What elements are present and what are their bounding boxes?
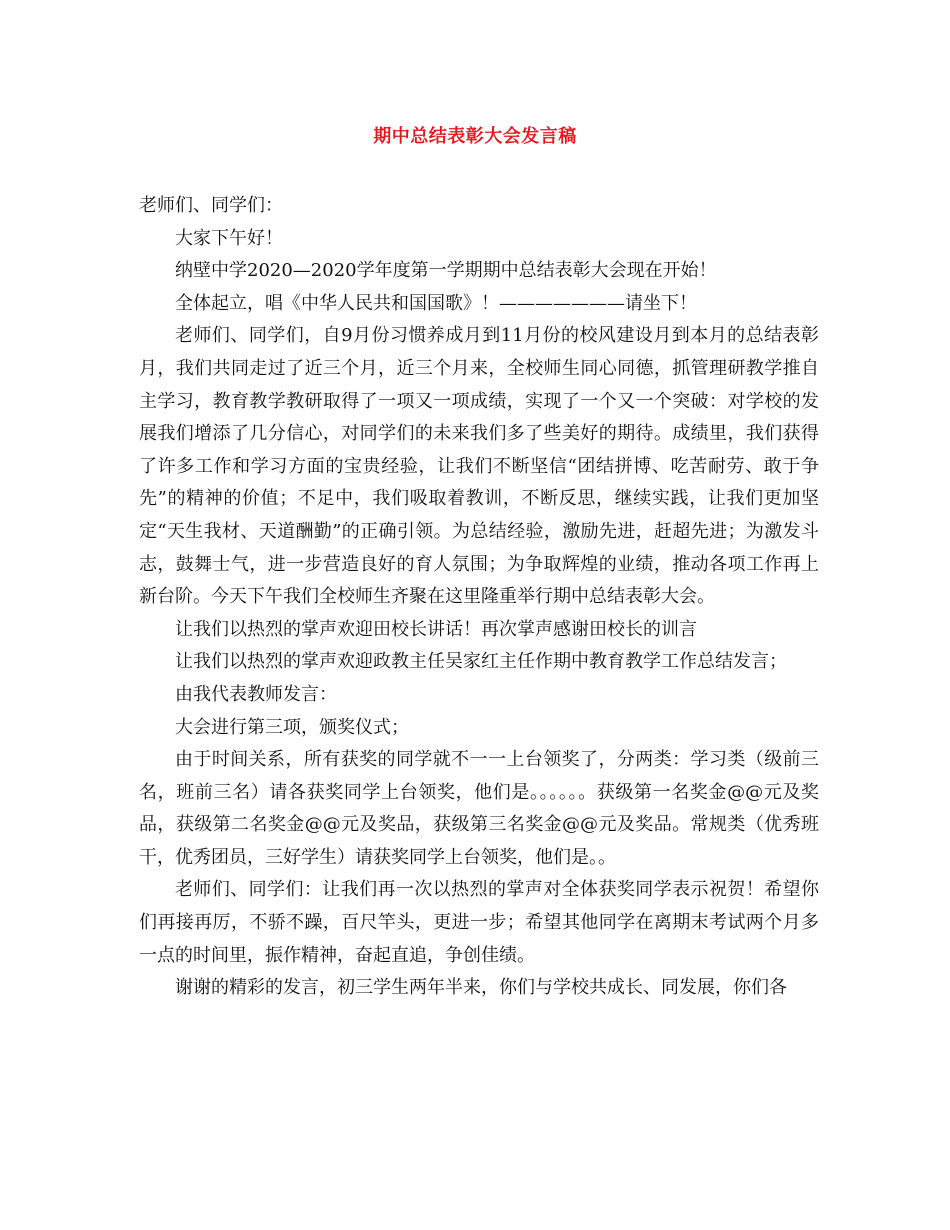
- paragraph-congratulations: 老师们、同学们：让我们再一次以热烈的掌声对全体获奖同学表示祝贺！希望你们再接再厉，不骄不躁，百尺竿头，更进一步；希望其他同学在离期末考试两个月多一点的时间里，振作精神，奋起直追，争创佳绩。: [139, 879, 819, 966]
- document-body: [139, 190, 819, 1005]
- paragraph-awards: 由于时间关系，所有获奖的同学就不一一上台领奖了，分两类：学习类（级前三名，班前三名）请各获奖同学上台领奖，他们是。。。。。。获级第一名奖金@@元及奖品，获级第二名奖金@@元及奖品，获级第三名奖金@@元及奖品。常规类（优秀班干，优秀团员，三好学生）请获奖同学上台领奖，他们是。。: [139, 749, 819, 868]
- paragraph-awards-item: 大会进行第三项，颁奖仪式；: [175, 716, 409, 738]
- paragraph-principal: 让我们以热烈的掌声欢迎田校长讲话！再次掌声感谢田校长的训言: [175, 618, 697, 640]
- paragraph-greeting: 大家下午好！: [175, 227, 283, 249]
- salutation: 老师们、同学们：: [139, 195, 283, 216]
- paragraph-anthem: 全体起立，唱《中华人民共和国国歌》！———————请坐下！: [175, 292, 697, 314]
- document-title: 期中总结表彰大会发言稿: [373, 126, 577, 147]
- paragraph-closing: 谢谢的精彩的发言，初三学生两年半来，你们与学校共成长、同发展，你们各: [175, 977, 787, 999]
- paragraph-director: 让我们以热烈的掌声欢迎政教主任吴家红主任作期中教育教学工作总结发言；: [175, 651, 787, 673]
- paragraph-teacher: 由我代表教师发言：: [175, 683, 337, 705]
- paragraph-opening: 纳壁中学2020—2020学年度第一学期期中总结表彰大会现在开始！: [175, 260, 717, 282]
- paragraph-summary: 老师们、同学们，自9月份习惯养成月到11月份的校风建设月到本月的总结表彰月，我们共同走过了近三个月，近三个月来，全校师生同心同德，抓管理研教学推自主学习，教育教学教研取得了一项又一项成绩，实现了一个又一个突破：对学校的发展我们增添了几分信心，对同学们的未来我们多了些美好的期待。成绩里，我们获得了许多工作和学习方面的宝贵经验，让我们不断坚信“团结拼博、吃苦耐劳、敢于争先”的精神的价值；不足中，我们吸取着教训，不断反思，继续实践，让我们更加坚定“天生我材、天道酬勤”的正确引领。为总结经验，激励先进，赶超先进；为激发斗志，鼓舞士气，进一步营造良好的育人氛围；为争取辉煌的业绩，推动各项工作再上新台阶。今天下午我们全校师生齐聚在这里隆重举行期中总结表彰大会。: [139, 325, 819, 608]
